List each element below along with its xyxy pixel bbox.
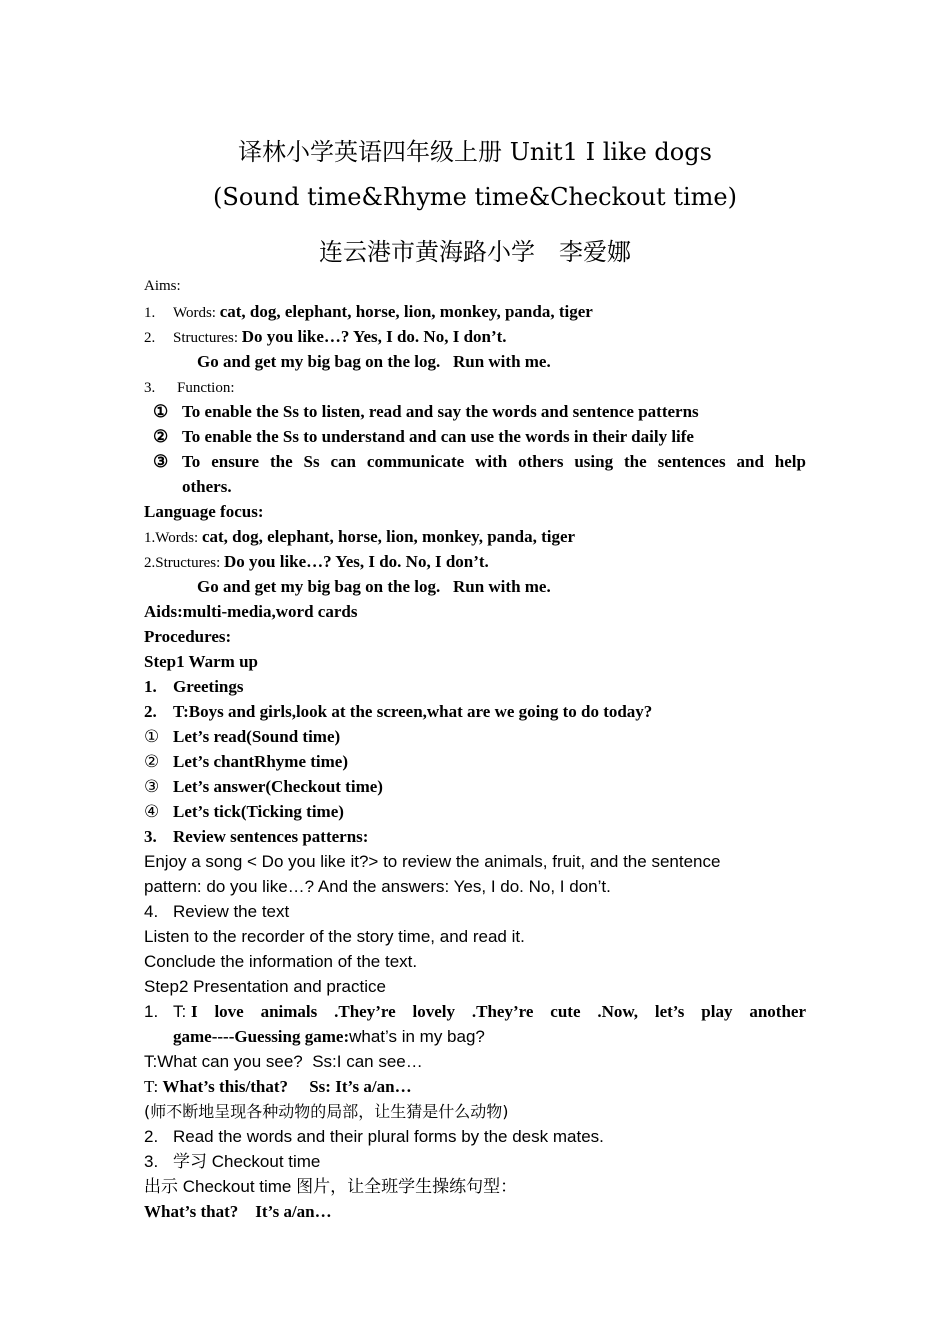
function-text: To enable the Ss to listen, read and say the words and sentence patterns <box>182 402 699 421</box>
procedures-heading: Procedures: <box>144 627 232 646</box>
lesson-plan-body <box>144 274 806 1224</box>
function-text-cont: others. <box>182 477 232 496</box>
this-that-text: What’s this/that? Ss: It’s a/an… <box>162 1077 412 1096</box>
aims-words-text: cat, dog, elephant, horse, lion, monkey, panda, tiger <box>219 302 593 321</box>
step2-item1-text: I love animals .They’re lovely .They’re cute .Now, let’s play another <box>190 1002 806 1021</box>
step2-heading: Step2 Presentation and practice <box>144 977 386 996</box>
step1-item-4 <box>144 899 806 924</box>
function-item-1 <box>144 399 806 424</box>
focus-structures-text: Do you like…? Yes, I do. No, I don’t. <box>224 552 489 571</box>
step2-item1-cont <box>144 1024 806 1049</box>
function-text: To ensure the Ss can communicate with others using the sentences and help <box>182 452 806 471</box>
listen-line: Listen to the recorder of the story time, and read it. <box>144 927 525 946</box>
step1-sub-text: Let’s read(Sound time) <box>173 727 341 746</box>
focus-words-text: cat, dog, elephant, horse, lion, monkey, panda, tiger <box>201 527 576 546</box>
step1-heading: Step1 Warm up <box>144 652 258 671</box>
aims-structures-label: Structures: <box>173 330 242 346</box>
aims-heading: Aims: <box>144 278 181 294</box>
step2-item1-lead: T: <box>173 1002 191 1021</box>
step2-item-1 <box>144 999 806 1024</box>
list-number: 2. <box>144 330 156 346</box>
list-number: 2. <box>144 1127 159 1146</box>
whats-that-line: What’s that? It’s a/an… <box>144 1202 332 1221</box>
step2-item-3 <box>144 1149 806 1174</box>
teacher-note: (师不断地呈现各种动物的局部，让生猜是什么动物) <box>144 1102 509 1121</box>
function-item-3 <box>144 449 806 474</box>
list-number: 1. <box>144 677 157 696</box>
aims-item-structures <box>144 324 806 349</box>
teacher-label: T: <box>144 1077 163 1096</box>
step1-sub-text: Let’s chantRhyme time) <box>173 752 348 771</box>
circled-number: ② <box>153 427 169 446</box>
aims-item-function <box>144 374 806 399</box>
step1-item-text: Review sentences patterns: <box>173 827 369 846</box>
step2-item-text: 学习 Checkout time <box>173 1152 321 1171</box>
focus-words <box>144 524 806 549</box>
guessing-game-label: game----Guessing game: <box>173 1027 350 1046</box>
enjoy-song-line-2: pattern: do you like…? And the answers: Yes, I do. No, I don’t. <box>144 877 611 896</box>
focus-words-label: 1.Words: <box>144 530 202 546</box>
enjoy-song-line-1: Enjoy a song < Do you like it?> to review the animals, fruit, and the sentence <box>144 852 721 871</box>
list-number: 4. <box>144 902 159 921</box>
function-item-2 <box>144 424 806 449</box>
step1-sub-1 <box>144 724 806 749</box>
doc-title: 译林小学英语四年级上册 Unit1 I like dogs <box>238 138 712 166</box>
conclude-line: Conclude the information of the text. <box>144 952 418 971</box>
step1-item-2 <box>144 699 806 724</box>
step1-sub-2 <box>144 749 806 774</box>
doc-author: 连云港市黄海路小学 李爱娜 <box>319 238 631 266</box>
step1-item-1 <box>144 674 806 699</box>
focus-structures-cont: Go and get my big bag on the log. Run with me. <box>197 577 551 596</box>
aims-structures-cont: Go and get my big bag on the log. Run with me. <box>197 352 551 371</box>
aims-words-label: Words: <box>173 305 220 321</box>
language-focus-heading: Language focus: <box>144 502 264 521</box>
list-number: 1. <box>144 1002 159 1021</box>
step1-sub-text: Let’s answer(Checkout time) <box>173 777 383 796</box>
list-number: 3. <box>144 1152 159 1171</box>
list-number: 2. <box>144 702 157 721</box>
step2-item-2 <box>144 1124 806 1149</box>
step1-item-text: T:Boys and girls,look at the screen,what are we going to do today? <box>173 702 653 721</box>
this-that-line <box>144 1074 806 1099</box>
circled-number: ② <box>144 752 160 771</box>
aids-line: Aids:multi-media,word cards <box>144 602 358 621</box>
step1-item-3 <box>144 824 806 849</box>
see-line: T:What can you see? Ss:I can see… <box>144 1052 423 1071</box>
circled-number: ④ <box>144 802 160 821</box>
step1-sub-3 <box>144 774 806 799</box>
step1-item-text: Greetings <box>173 677 244 696</box>
aims-function-label: Function: <box>177 380 235 396</box>
circled-number: ③ <box>153 452 169 471</box>
checkout-instruction: 出示 Checkout time 图片，让全班学生操练句型： <box>144 1177 518 1196</box>
list-number: 3. <box>144 380 156 396</box>
circled-number: ① <box>153 402 169 421</box>
aims-structures-text: Do you like…? Yes, I do. No, I don’t. <box>241 327 507 346</box>
function-text: To enable the Ss to understand and can use the words in their daily life <box>182 427 694 446</box>
aims-item-words <box>144 299 806 324</box>
focus-structures <box>144 549 806 574</box>
step1-sub-text: Let’s tick(Ticking time) <box>173 802 344 821</box>
list-number: 1. <box>144 305 156 321</box>
guessing-game-question: what’s in my bag? <box>349 1027 485 1046</box>
doc-subtitle: (Sound time&Rhyme time&Checkout time) <box>213 183 737 211</box>
circled-number: ① <box>144 727 160 746</box>
step1-item-text: Review the text <box>173 902 290 921</box>
step2-item-text: Read the words and their plural forms by the desk mates. <box>173 1127 604 1146</box>
list-number: 3. <box>144 827 157 846</box>
focus-structures-label: 2.Structures: <box>144 555 224 571</box>
step1-sub-4 <box>144 799 806 824</box>
circled-number: ③ <box>144 777 160 796</box>
